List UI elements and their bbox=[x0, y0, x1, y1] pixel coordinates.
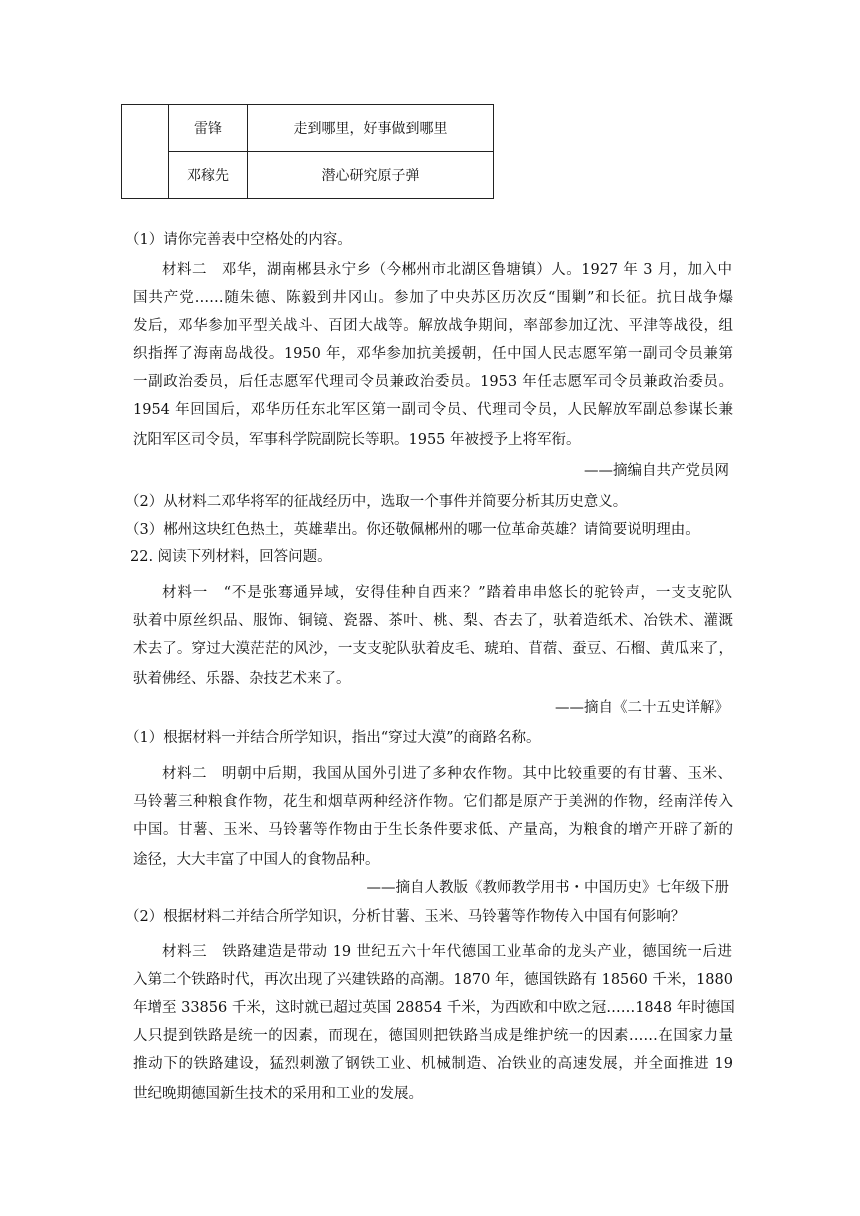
material2b-line: 材料二 明朝中后期，我国从国外引进了多种农作物。其中比较重要的有甘薯、玉米、 bbox=[162, 766, 732, 782]
question-22-title: 22. 阅读下列材料，回答问题。 bbox=[130, 549, 332, 565]
table-cell-name: 邓稼先 bbox=[169, 152, 248, 199]
material3-line: 世纪晚期德国新生技术的采用和工业的发展。 bbox=[133, 1086, 423, 1102]
material2-line: 一副政治委员，后任志愿军代理司令员兼政治委员。1953 年任志愿军司令员兼政治委员。 bbox=[133, 374, 733, 390]
material2b-line: 马铃薯三种粮食作物，花生和烟草两种经济作物。它们都是原产于美洲的作物，经南洋传入 bbox=[133, 794, 733, 810]
table-row bbox=[122, 105, 494, 152]
source-citation: ——摘编自共产党员网 bbox=[584, 463, 729, 479]
material1-line: 材料一 “不是张骞通异域，安得佳种自西来？”踏着串串悠长的驼铃声，一支支驼队 bbox=[162, 585, 732, 601]
question-22-2: （2）根据材料二并结合所学知识，分析甘薯、玉米、马铃薯等作物传入中国有何影响？ bbox=[125, 909, 686, 925]
question-21-1: （1）请你完善表中空格处的内容。 bbox=[125, 232, 352, 248]
material2b-line: 途径，大大丰富了中国人的食物品种。 bbox=[133, 852, 380, 868]
material2-line: 国共产党……随朱德、陈毅到井冈山。参加了中央苏区历次反“围剿”和长征。抗日战争爆 bbox=[133, 290, 733, 306]
question-21-2: （2）从材料二邓华将军的征战经历中，选取一个事件并简要分析其历史意义。 bbox=[125, 494, 628, 510]
table-cell-deed: 走到哪里，好事做到哪里 bbox=[248, 105, 494, 152]
material3-line: 人只提到铁路是统一的因素，而现在，德国则把铁路当成是维护统一的因素……在国家力量 bbox=[133, 1028, 733, 1044]
material2-line: 1954 年回国后，邓华历任东北军区第一副司令员、代理司令员，人民解放军副总参谋长兼 bbox=[133, 402, 733, 418]
table-row bbox=[122, 152, 494, 199]
material1-line: 驮着中原丝织品、服饰、铜镜、瓷器、茶叶、桃、梨、杏去了，驮着造纸术、冶铁术、灌溉 bbox=[133, 613, 733, 629]
hero-table bbox=[121, 104, 494, 199]
material3-line: 入第二个铁路时代，再次出现了兴建铁路的高潮。1870 年，德国铁路有 18560 千米，1880 bbox=[133, 972, 733, 988]
table-merged-cell bbox=[122, 105, 169, 199]
material3-line: 年增至 33856 千米，这时就已超过英国 28854 千米，为西欧和中欧之冠……1848 年时德国 bbox=[133, 1000, 735, 1016]
question-22-1: （1）根据材料一并结合所学知识，指出“穿过大漠”的商路名称。 bbox=[125, 730, 541, 746]
material2b-line: 中国。甘薯、玉米、马铃薯等作物由于生长条件要求低、产量高，为粮食的增产开辟了新的 bbox=[133, 822, 733, 838]
question-21-3: （3）郴州这块红色热土，英雄辈出。你还敬佩郴州的哪一位革命英雄？请简要说明理由。 bbox=[125, 522, 700, 538]
material3-line: 推动下的铁路建设，猛烈刺激了钢铁工业、机械制造、冶铁业的高速发展，并全面推进 19 bbox=[133, 1056, 733, 1072]
material1-line: 驮着佛经、乐器、杂技艺术来了。 bbox=[133, 671, 351, 687]
table-cell-deed: 潜心研究原子弹 bbox=[248, 152, 494, 199]
material3-line: 材料三 铁路建造是带动 19 世纪五六十年代德国工业革命的龙头产业，德国统一后进 bbox=[162, 944, 732, 960]
material2-line: 织指挥了海南岛战役。1950 年，邓华参加抗美援朝，任中国人民志愿军第一副司令员兼第 bbox=[133, 346, 733, 362]
material1-line: 术去了。穿过大漠茫茫的风沙，一支支驼队驮着皮毛、琥珀、苜蓿、蚕豆、石榴、黄瓜来了， bbox=[133, 641, 733, 657]
material2-line: 发后，邓华参加平型关战斗、百团大战等。解放战争期间，率部参加辽沈、平津等战役，组 bbox=[133, 318, 733, 334]
table-cell-name: 雷锋 bbox=[169, 105, 248, 152]
source-citation: ——摘自《二十五史详解》 bbox=[555, 700, 729, 716]
material2-line: 沈阳军区司令员，军事科学院副院长等职。1955 年被授予上将军衔。 bbox=[133, 432, 581, 448]
material2-line: 材料二 邓华，湖南郴县永宁乡（今郴州市北湖区鲁塘镇）人。1927 年 3 月，加入中 bbox=[162, 262, 732, 278]
source-citation: ——摘自人教版《教师教学用书・中国历史》七年级下册 bbox=[366, 880, 729, 896]
